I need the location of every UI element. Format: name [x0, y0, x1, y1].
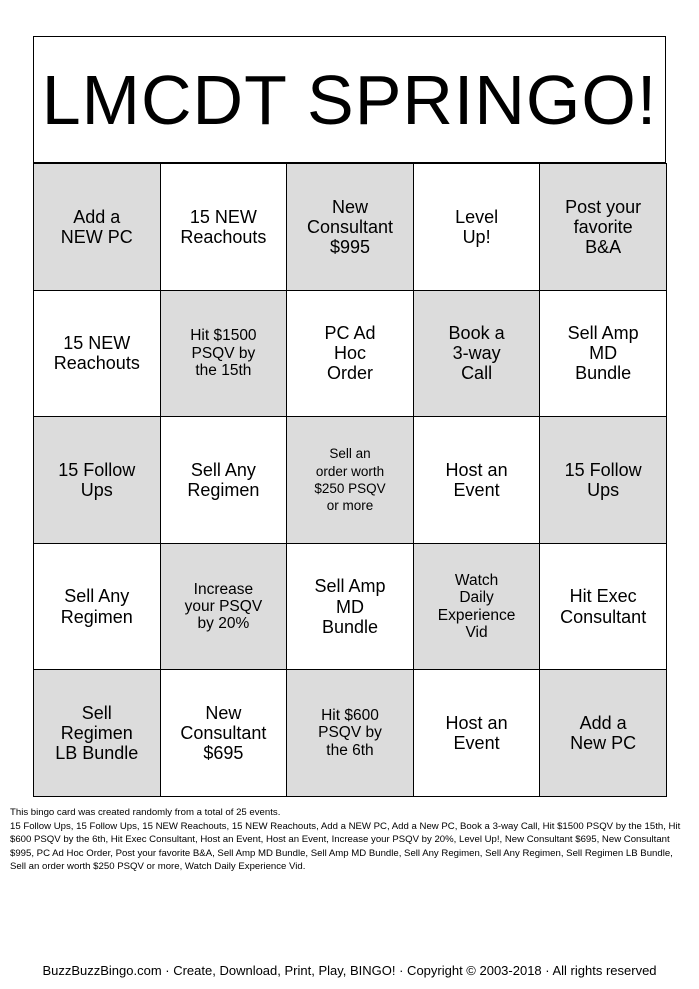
bingo-card [33, 36, 666, 797]
card-title: LMCDT SPRINGO! [33, 36, 666, 163]
bingo-cell: Host an Event [414, 416, 541, 543]
bingo-cell: Increase your PSQV by 20% [161, 543, 288, 670]
bingo-cell: New Consultant $695 [161, 669, 288, 796]
page-footer: BuzzBuzzBingo.com · Create, Download, Print, Play, BINGO! · Copyright © 2003-2018 · All rights reserved [42, 963, 657, 978]
bingo-cell: 15 Follow Ups [34, 416, 161, 543]
bingo-cell: Watch Daily Experience Vid [414, 543, 541, 670]
bingo-cell: PC Ad Hoc Order [287, 290, 414, 417]
bingo-cell: Sell Any Regimen [34, 543, 161, 670]
bingo-cell: Level Up! [414, 163, 541, 290]
bingo-cell: Hit Exec Consultant [540, 543, 667, 670]
bingo-cell: 15 NEW Reachouts [34, 290, 161, 417]
bingo-cell: New Consultant $995 [287, 163, 414, 290]
bingo-grid [33, 163, 667, 797]
bingo-cell: Hit $600 PSQV by the 6th [287, 669, 414, 796]
bingo-cell: 15 NEW Reachouts [161, 163, 288, 290]
note-intro: This bingo card was created randomly from a total of 25 events. [10, 807, 281, 818]
bingo-cell: Sell Amp MD Bundle [540, 290, 667, 417]
card-note [10, 806, 690, 874]
bingo-cell: Host an Event [414, 669, 541, 796]
bingo-cell: Hit $1500 PSQV by the 15th [161, 290, 288, 417]
bingo-cell: Sell Any Regimen [161, 416, 288, 543]
bingo-cell: Sell Amp MD Bundle [287, 543, 414, 670]
bingo-cell: Add a New PC [540, 669, 667, 796]
bingo-cell: Post your favorite B&A [540, 163, 667, 290]
bingo-cell: Sell Regimen LB Bundle [34, 669, 161, 796]
bingo-cell: Book a 3-way Call [414, 290, 541, 417]
note-events: 15 Follow Ups, 15 Follow Ups, 15 NEW Reachouts, 15 NEW Reachouts, Add a NEW PC, Add a New PC, Book a 3-way Call, Hit $1500 PSQV by the 15th, Hit $600 PSQV by the 6th, Hit Exec Consultant, Host an Event, Host an Event, Increase your PSQV by 20%, Level Up!, New Consultant $695, New Consultant $995, PC Ad Hoc Order, Post your favorite B&A, Sell Amp MD Bundle, Sell Amp MD Bundle, Sell Any Regimen, Sell Any Regimen, Sell Regimen LB Bundle, Sell an order worth $250 PSQV or more, Watch Daily Experience Vid. [10, 820, 681, 873]
bingo-cell: Sell an order worth $250 PSQV or more [287, 416, 414, 543]
bingo-cell: 15 Follow Ups [540, 416, 667, 543]
bingo-cell: Add a NEW PC [34, 163, 161, 290]
